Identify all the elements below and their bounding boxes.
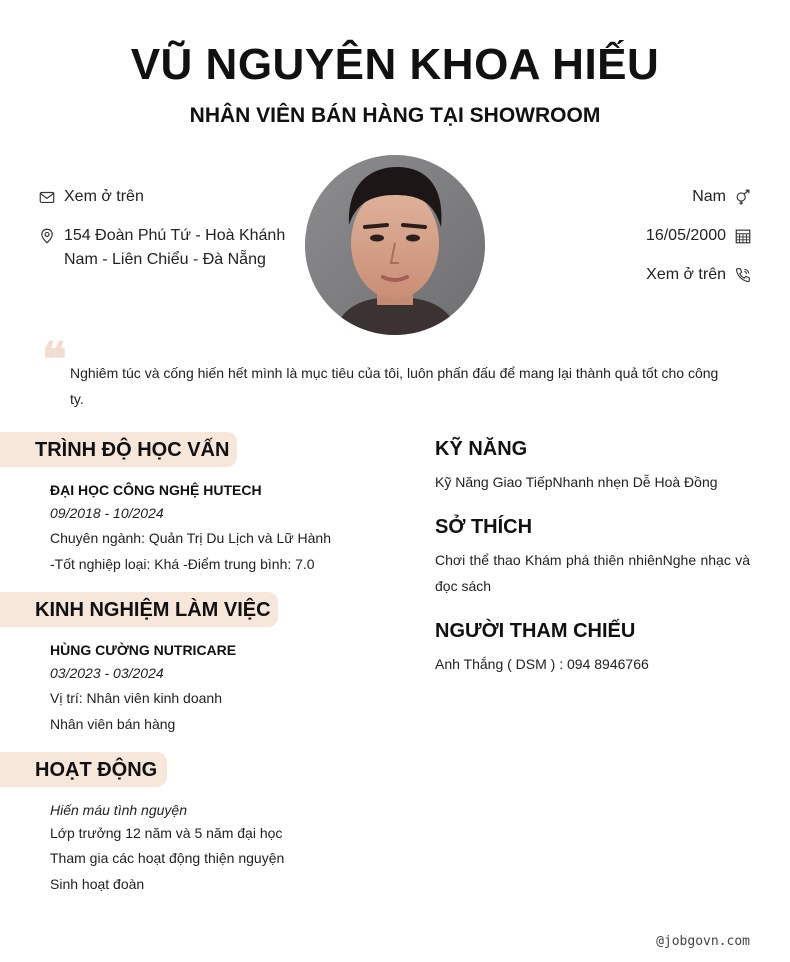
contact-birthdate-text: 16/05/2000 xyxy=(645,227,726,244)
hobbies-heading: SỞ THÍCH xyxy=(435,516,533,538)
calendar-icon xyxy=(734,227,752,245)
job-position: NHÂN VIÊN BÁN HÀNG TẠI SHOWROOM xyxy=(189,104,601,127)
footer-brand: @jobgovn.com xyxy=(656,934,750,949)
references-heading: NGƯỜI THAM CHIẾU xyxy=(435,620,636,642)
education-school: ĐẠI HỌC CÔNG NGHỆ HUTECH xyxy=(50,482,262,498)
skills-heading: KỸ NĂNG xyxy=(435,438,528,460)
contact-email-text: Xem ở trên xyxy=(64,188,144,205)
activities-title: Hiến máu tình nguyện xyxy=(50,802,187,818)
contact-phone-text: Xem ở trên xyxy=(646,266,726,283)
experience-period: 03/2023 - 03/2024 xyxy=(50,665,164,681)
career-summary: Nghiêm túc và cống hiến hết mình là mục tiêu của tôi, luôn phấn đấu để mang lại thành quả tốt cho công ty. xyxy=(70,365,719,407)
hobbies-text: Chơi thể thao Khám phá thiên nhiênNghe nhạc và đọc sách xyxy=(435,552,750,594)
contact-birthdate xyxy=(646,224,752,248)
contact-gender xyxy=(692,185,752,209)
contact-address-text: 154 Đoàn Phú Tứ - Hoà Khánh Nam - Liên Chiểu - Đà Nẵng xyxy=(64,227,286,268)
envelope-icon xyxy=(38,188,56,206)
map-pin-icon xyxy=(38,227,56,245)
activities-detail: Sinh hoạt đoàn xyxy=(50,876,145,892)
experience-heading: KINH NGHIỆM LÀM VIỆC xyxy=(0,592,278,627)
activities-detail: Tham gia các hoạt động thiện nguyện xyxy=(50,850,285,866)
education-heading: TRÌNH ĐỘ HỌC VẤN xyxy=(0,432,237,467)
skills-text: Kỹ Năng Giao TiếpNhanh nhẹn Dễ Hoà Đồng xyxy=(435,474,718,490)
experience-detail: Vị trí: Nhân viên kinh doanh xyxy=(50,690,222,706)
phone-icon xyxy=(734,266,752,284)
education-detail: Chuyên ngành: Quản Trị Du Lịch và Lữ Hành xyxy=(50,530,331,546)
contact-address xyxy=(38,224,288,272)
activities-detail: Lớp trưởng 12 năm và 5 năm đại học xyxy=(50,825,283,841)
contact-phone xyxy=(646,263,752,287)
candidate-name: VŨ NGUYÊN KHOA HIẾU xyxy=(130,40,660,89)
profile-photo-image xyxy=(305,155,485,335)
gender-icon xyxy=(734,188,752,206)
contact-gender-text: Nam xyxy=(692,188,726,205)
experience-company: HÙNG CƯỜNG NUTRICARE xyxy=(50,642,237,658)
activities-heading: HOẠT ĐỘNG xyxy=(0,752,167,787)
references-text: Anh Thắng ( DSM ) : 094 8946766 xyxy=(435,656,649,672)
experience-detail: Nhân viên bán hàng xyxy=(50,716,176,732)
profile-photo xyxy=(305,155,485,335)
quote-icon: ❝ xyxy=(42,332,67,386)
education-detail: -Tốt nghiệp loại: Khá -Điểm trung bình: 7.0 xyxy=(50,556,315,572)
contact-email xyxy=(38,185,144,209)
education-period: 09/2018 - 10/2024 xyxy=(50,505,164,521)
